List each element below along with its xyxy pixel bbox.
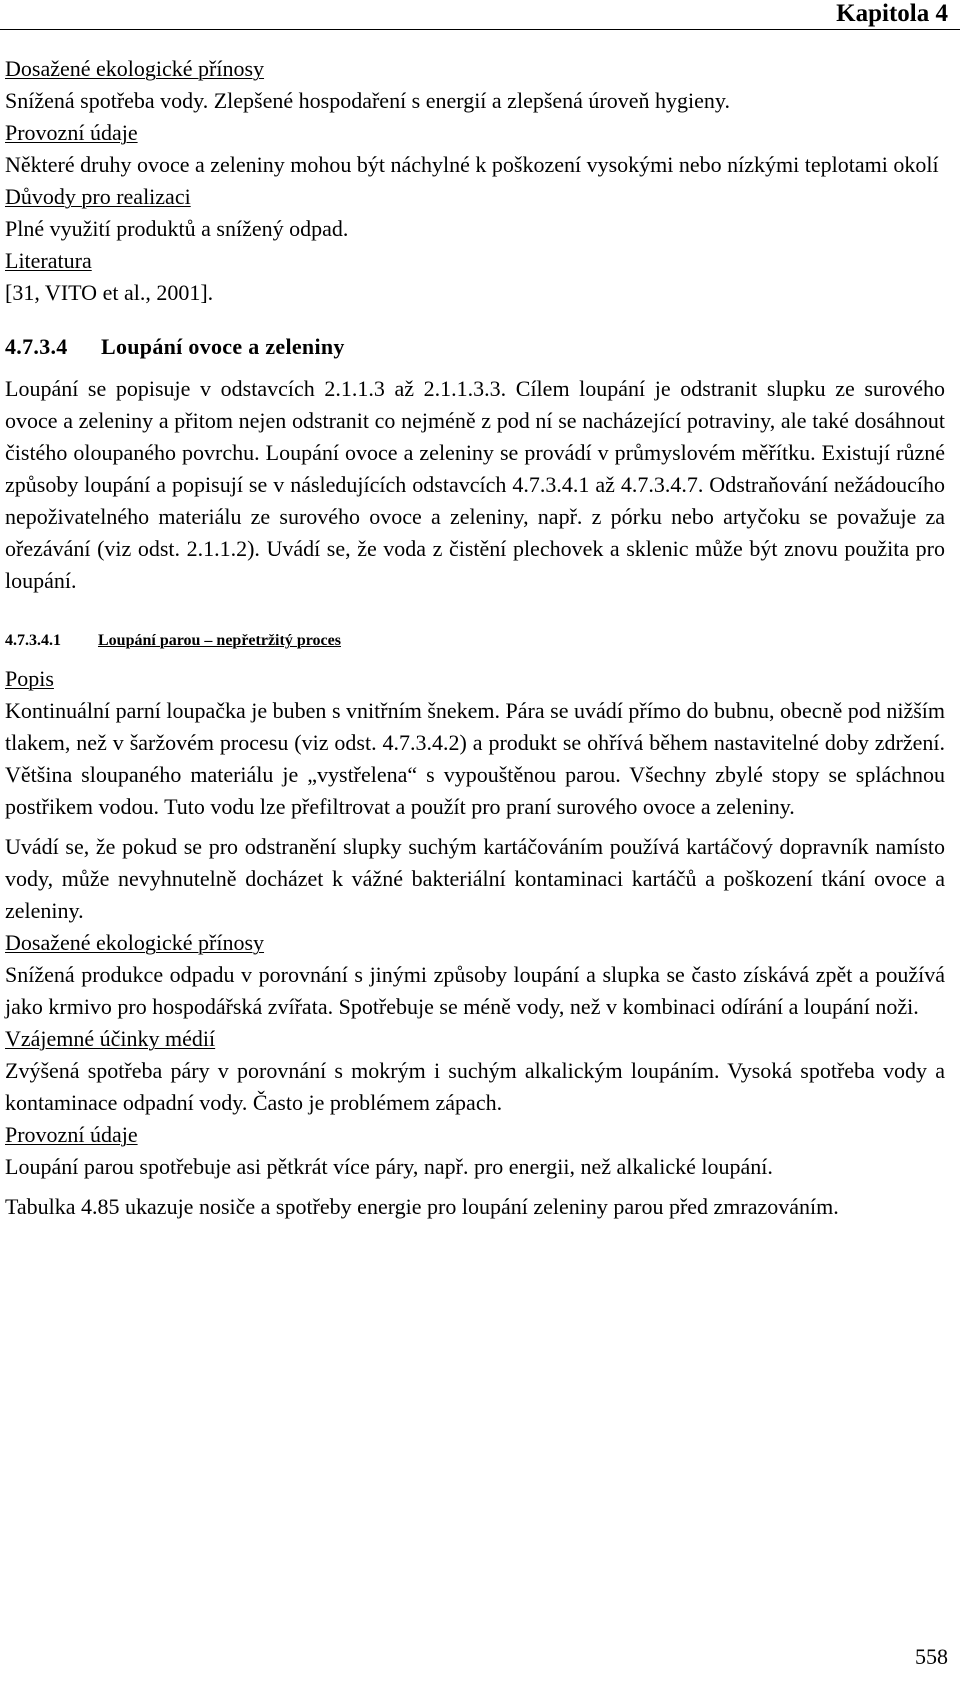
document-body bbox=[5, 53, 945, 1223]
heading-reasons: Důvody pro realizaci bbox=[5, 184, 191, 209]
literature-text: [31, VITO et al., 2001]. bbox=[5, 280, 214, 305]
subsection-title: Loupání parou – nepřetržitý proces bbox=[98, 632, 341, 649]
heading-environmental-benefits-2: Dosažené ekologické přínosy bbox=[5, 930, 265, 955]
heading-operational-data: Provozní údaje bbox=[5, 120, 138, 145]
environmental-benefits-text: Snížená spotřeba vody. Zlepšené hospodaření s energií a zlepšená úroveň hygieny. bbox=[5, 88, 730, 113]
heading-operational-data-2: Provozní údaje bbox=[5, 1122, 138, 1147]
heading-environmental-benefits: Dosažené ekologické přínosy bbox=[5, 56, 265, 81]
subsection-number: 4.7.3.4.1 bbox=[5, 632, 61, 649]
header-rule bbox=[0, 29, 960, 30]
heading-description: Popis bbox=[5, 666, 54, 691]
subsection-heading bbox=[5, 625, 945, 657]
operational-data-text: Některé druhy ovoce a zeleniny mohou být náchylné k poškození vysokými nebo nízkými teplotami okolí bbox=[5, 152, 939, 177]
description-paragraph-2: Uvádí se, že pokud se pro odstranění slupky suchým kartáčováním používá kartáčový dopravník namísto vody, může nevyhnutelně docházet k vážné bakteriální kontaminaci kartáčů a poškození tkání ovoce a zeleniny. bbox=[5, 834, 945, 923]
cross-media-effects-text: Zvýšená spotřeba páry v porovnání s mokrým i suchým alkalickým loupáním. Vysoká spotřeba vody a kontaminace odpadní vody. Často je problémem zápach. bbox=[5, 1058, 945, 1115]
table-reference-text: Tabulka 4.85 ukazuje nosiče a spotřeby energie pro loupání zeleniny parou před zmrazováním. bbox=[5, 1194, 839, 1219]
reasons-text: Plné využití produktů a snížený odpad. bbox=[5, 216, 349, 241]
section-number: 4.7.3.4 bbox=[5, 334, 68, 359]
section-heading bbox=[5, 331, 945, 363]
operational-data-text-2: Loupání parou spotřebuje asi pětkrát více páry, např. pro energii, než alkalické loupání. bbox=[5, 1154, 773, 1179]
section-title: Loupání ovoce a zeleniny bbox=[101, 334, 345, 359]
chapter-title: Kapitola 4 bbox=[836, 0, 948, 27]
heading-literature: Literatura bbox=[5, 248, 92, 273]
section-intro-paragraph: Loupání se popisuje v odstavcích 2.1.1.3 až 2.1.1.3.3. Cílem loupání je odstranit slupku ze surového ovoce a zeleniny a přitom nejen odstranit co nejméně z pod ní se nacházející potraviny, ale také dosáhnout čistého oloupaného povrchu. Loupání ovoce a zeleniny se provádí v průmyslovém měřítku. Existují různé způsoby loupání a popisují se v následujících odstavcích 4.7.3.4.1 až 4.7.3.4.7. Odstraňování nežádoucího nepoživatelného materiálu ze surového ovoce a zeleniny, např. z pórku nebo artyčoku se považuje za ořezávání (viz odst. 2.1.1.2). Uvádí se, že voda z čistění plechovek a sklenic může být znovu použita pro loupání. bbox=[5, 376, 945, 593]
heading-cross-media-effects: Vzájemné účinky médií bbox=[5, 1026, 216, 1051]
description-paragraph-1: Kontinuální parní loupačka je buben s vnitřním šnekem. Pára se uvádí přímo do bubnu, obecně pod nižším tlakem, než v šaržovém procesu (viz odst. 4.7.3.4.2) a produkt se ohřívá během nastavitelné doby zdržení. Většina sloupaného materiálu je „vystřelena“ s vypouštěnou parou. Všechny zbylé stopy se spláchnou postřikem vodou. Tuto vodu lze přefiltrovat a použít pro praní surového ovoce a zeleniny. bbox=[5, 698, 945, 819]
page-number: 558 bbox=[915, 1644, 948, 1669]
environmental-benefits-text-2: Snížená produkce odpadu v porovnání s jinými způsoby loupání a slupka se často získává zpět a používá jako krmivo pro hospodářská zvířata. Spotřebuje se méně vody, než v kombinaci odírání a loupání noži. bbox=[5, 962, 945, 1019]
